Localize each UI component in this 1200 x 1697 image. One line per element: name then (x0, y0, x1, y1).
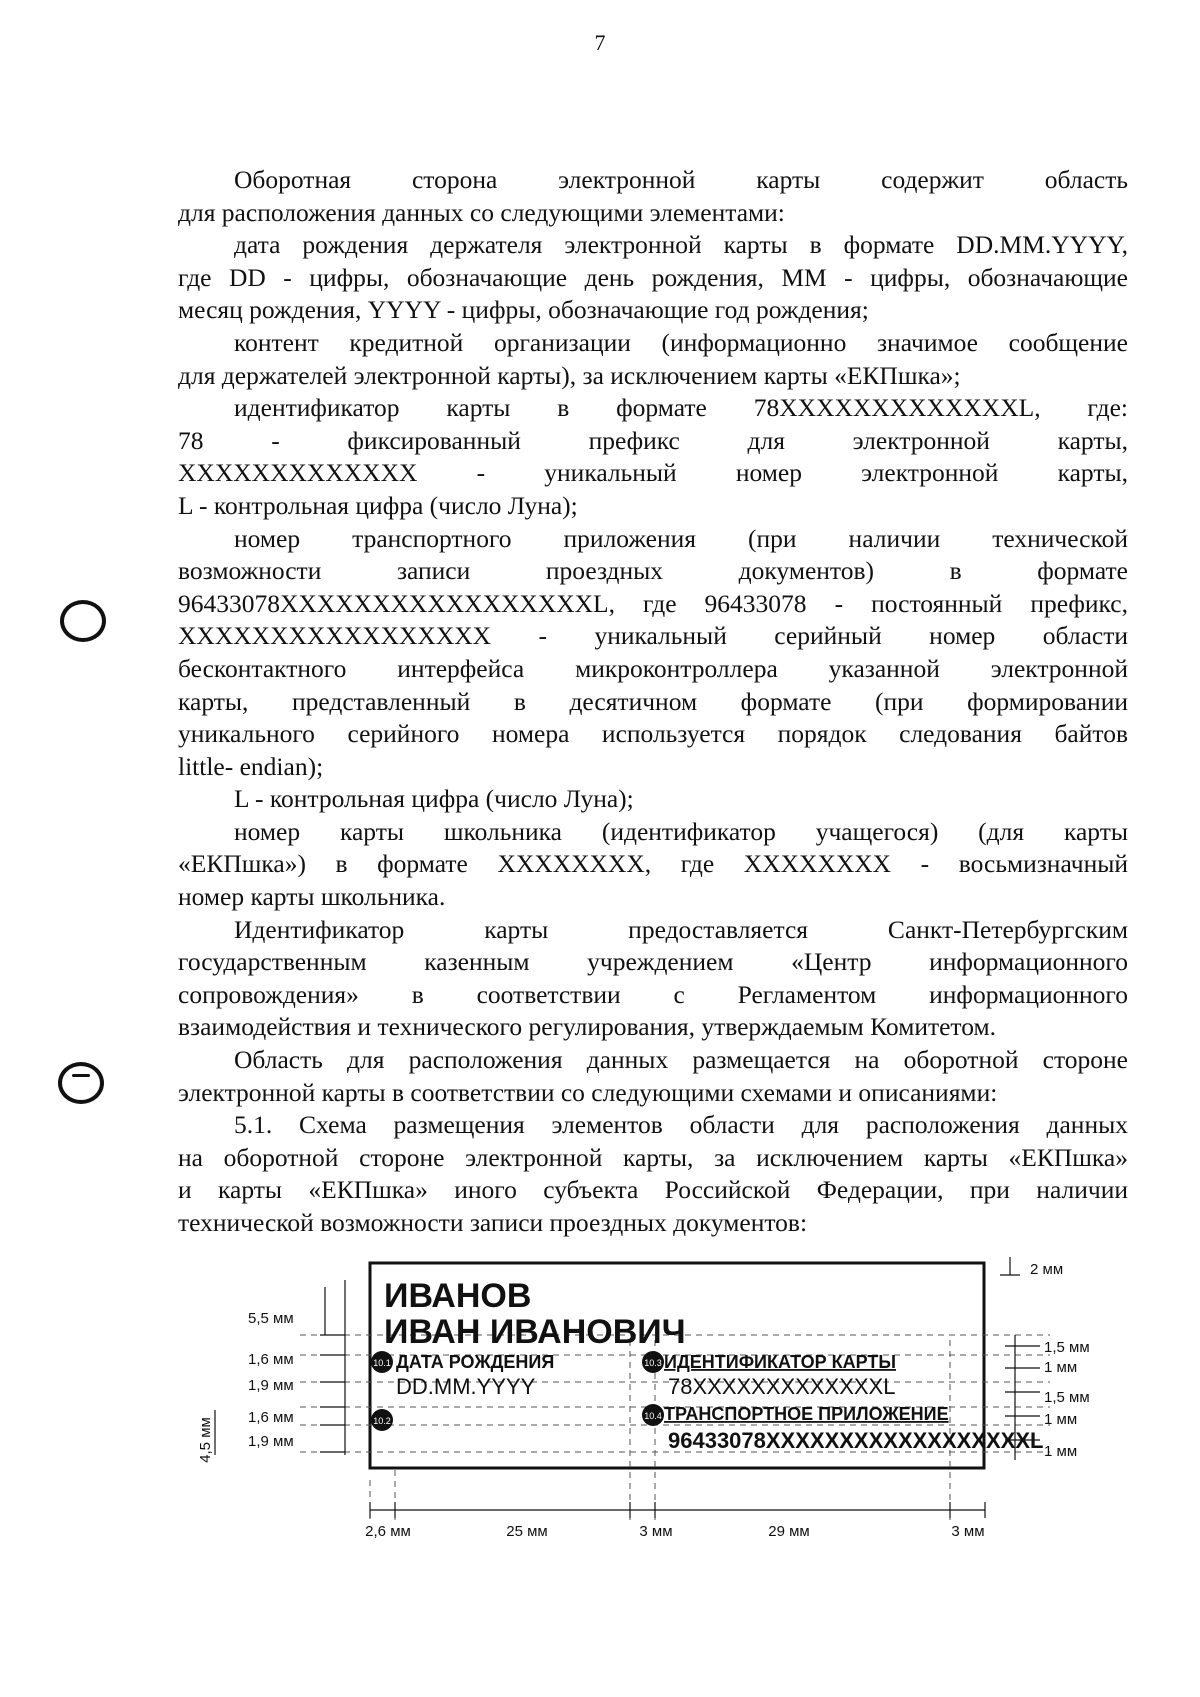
dim-label-right: 1 мм (1044, 1359, 1078, 1376)
marker-10-2 (371, 1409, 393, 1431)
dim-label-bottom: 3 мм (639, 1523, 673, 1540)
text-line: контент кредитной организации (информационно значимое сообщение (234, 327, 1128, 357)
text-line: номер карты школьника (идентификатор учащегося) (для карты (234, 816, 1128, 846)
transport-label: ТРАНСПОРТНОЕ ПРИЛОЖЕНИЕ (664, 1404, 949, 1424)
text-line: технической возможности записи проездных документов: (178, 1208, 808, 1237)
text-line: Область для расположения данных размещается на оборотной стороне (234, 1045, 1128, 1075)
dim-label-bottom: 29 мм (768, 1523, 810, 1540)
svg-text:10.2: 10.2 (373, 1416, 391, 1426)
dim-label-right: 1 мм (1044, 1443, 1078, 1460)
text-line: где DD - цифры, обозначающие день рождения, MM - цифры, обозначающие (178, 262, 1128, 292)
text-line: карты, представленный в десятичном формате (при формировании (178, 686, 1128, 716)
text-line: little- endian); (178, 751, 324, 781)
dim-label-left: 1,6 мм (248, 1409, 294, 1426)
text-line: номер транспортного приложения (при наличии технической (234, 523, 1128, 553)
text-line: уникального серийного номера используется порядок следования байтов (178, 719, 1128, 749)
text-line: для держателей электронной карты), за исключением карты «ЕКПшка»; (178, 360, 961, 390)
marker-10-3 (642, 1351, 664, 1373)
svg-text:10.1: 10.1 (373, 1358, 391, 1368)
dim-label-left-total: 4,5 мм (197, 1417, 214, 1463)
marker-10-4 (642, 1404, 664, 1426)
dob-value: DD.MM.YYYY (396, 1374, 536, 1399)
dim-label-right: 1,5 мм (1044, 1389, 1090, 1406)
dim-label-bottom: 3 мм (951, 1523, 985, 1540)
text-line: электронной карты в соответствии со следующими схемами и описаниями: (178, 1077, 998, 1107)
text-line: взаимодействия и технического регулирования, утверждаемым Комитетом. (178, 1012, 997, 1042)
dim-label-right: 1 мм (1044, 1411, 1078, 1428)
text-line: 78 - фиксированный префикс для электронной карты, (178, 425, 1128, 455)
svg-text:10.4: 10.4 (644, 1411, 662, 1421)
dim-label-left: 1,9 мм (248, 1377, 294, 1394)
text-line: XXXXXXXXXXXXX - уникальный номер электронной карты, (178, 458, 1128, 488)
text-line: 5.1. Схема размещения элементов области для расположения данных (234, 1110, 1128, 1140)
dob-label: ДАТА РОЖДЕНИЯ (396, 1352, 555, 1372)
dim-label-right: 2 мм (1030, 1261, 1064, 1278)
text-line: государственным казенным учреждением «Центр информационного (178, 947, 1128, 977)
card-surname: ИВАНОВ (384, 1277, 532, 1315)
dim-label-bottom: 25 мм (506, 1523, 548, 1540)
dim-label-left: 1,9 мм (248, 1433, 294, 1450)
text-line: месяц рождения, YYYY - цифры, обозначающие год рождения; (178, 295, 869, 325)
dim-label-left: 5,5 мм (248, 1310, 294, 1327)
svg-text:10.3: 10.3 (644, 1358, 662, 1368)
id-value: 78XXXXXXXXXXXXXL (668, 1374, 896, 1399)
bottom-ruler (370, 1502, 985, 1518)
text-line: номер карты школьника. (178, 882, 446, 912)
id-label: ИДЕНТИФИКАТОР КАРТЫ (664, 1352, 897, 1372)
text-line: на оборотной стороне электронной карты, за исключением карты «ЕКПшка» (178, 1142, 1128, 1172)
text-line: Идентификатор карты предоставляется Санкт-Петербургским (234, 914, 1128, 944)
text-line: L - контрольная цифра (число Луна); (234, 784, 634, 814)
marker-10-1 (371, 1351, 393, 1373)
text-line: L - контрольная цифра (число Луна); (178, 490, 578, 520)
text-line: 96433078XXXXXXXXXXXXXXXXXL, где 96433078 - постоянный префикс, (178, 588, 1128, 618)
dim-label-bottom: 2,6 мм (365, 1523, 411, 1540)
text-line: Оборотная сторона электронной карты содержит область (234, 165, 1128, 194)
text-line: идентификатор карты в формате 78XXXXXXXXXXXXXL, где: (234, 393, 1128, 423)
dim-label-right: 1,5 мм (1044, 1339, 1090, 1356)
text-line: бесконтактного интерфейса микроконтроллера указанной электронной (178, 653, 1128, 683)
text-line: сопровождения» в соответствии с Регламентом информационного (178, 979, 1128, 1009)
text-line: и карты «ЕКПшка» иного субъекта Российской Федерации, при наличии (178, 1175, 1128, 1205)
text-line: для расположения данных со следующими элементами: (178, 197, 785, 227)
dim-label-left: 1,6 мм (248, 1351, 294, 1368)
text-line: «ЕКПшка») в формате XXXXXXXX, где XXXXXXXX - восьмизначный (178, 849, 1128, 879)
text-line: дата рождения держателя электронной карты в формате DD.MM.YYYY, (234, 230, 1128, 260)
page-number: 7 (594, 30, 606, 55)
transport-value: 96433078XXXXXXXXXXXXXXXXXXL (668, 1428, 1044, 1453)
card-name: ИВАН ИВАНОВИЧ (384, 1313, 686, 1351)
text-line: возможности записи проездных документов) в формате (178, 556, 1128, 586)
text-line: XXXXXXXXXXXXXXXXX - уникальный серийный номер области (178, 621, 1128, 651)
